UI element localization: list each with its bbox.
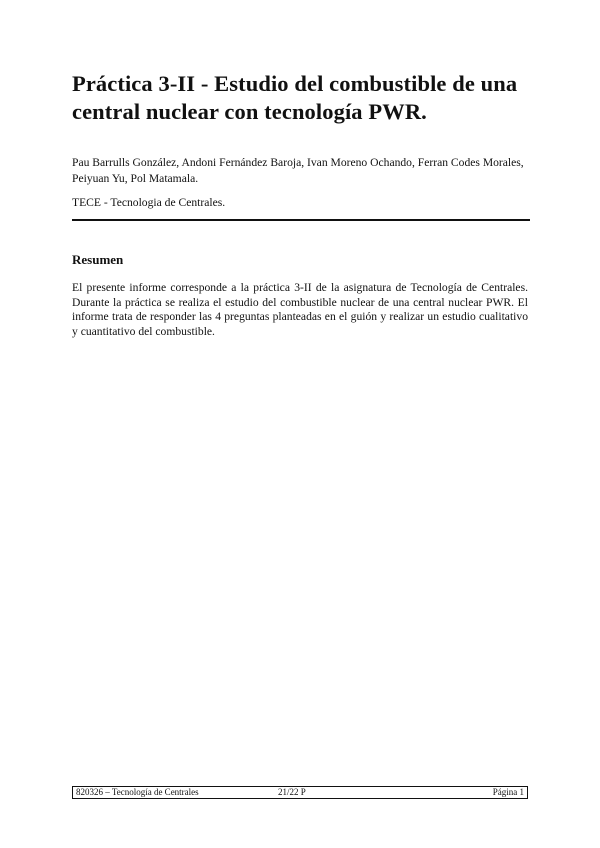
course-name: TECE - Tecnologia de Centrales.: [72, 196, 226, 209]
page-title: Práctica 3-II - Estudio del combustible de una central nuclear con tecnología PWR.: [72, 71, 518, 124]
title-divider: [72, 219, 530, 221]
footer-page-number: Página 1: [492, 787, 524, 797]
author-list: Pau Barrulls González, Andoni Fernández Baroja, Ivan Moreno Ochando, Ferran Codes Morales, Peiyuan Yu, Pol Matamala.: [72, 156, 524, 185]
abstract-heading: Resumen: [72, 252, 124, 267]
page-footer: [72, 786, 528, 799]
footer-course-code: 820326 – Tecnología de Centrales: [76, 787, 199, 797]
abstract-body: El presente informe corresponde a la práctica 3-II de la asignatura de Tecnología de Centrales. Durante la práctica se realiza el estudio del combustible nuclear de una central nuclear PWR. El informe trata de responder las 4 preguntas planteadas en el guión y realizar un estudio cualitativo y cuantitativo del combustible.: [72, 281, 528, 338]
footer-term: 21/22 P: [278, 787, 306, 797]
